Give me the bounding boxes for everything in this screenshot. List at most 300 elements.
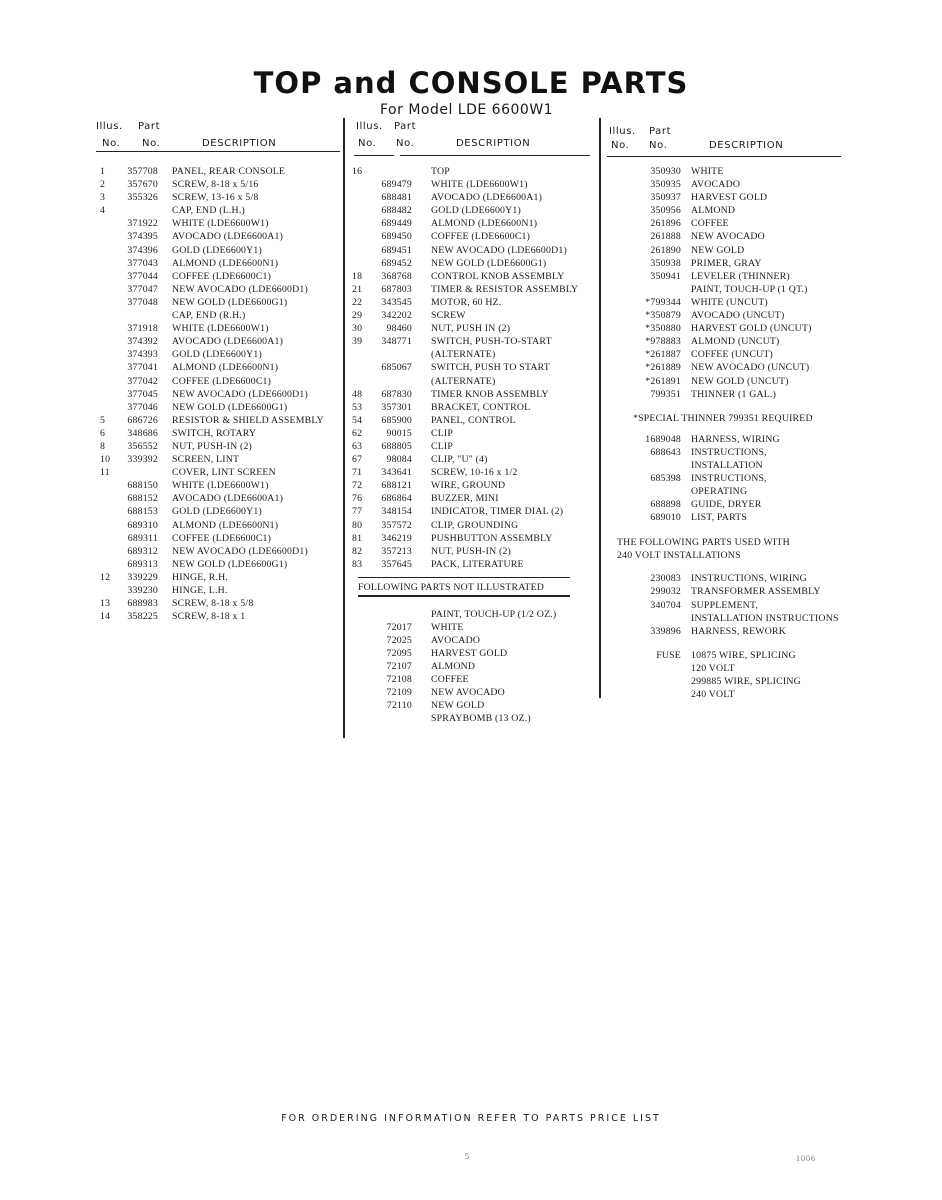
- part-description: TIMER & RESISTOR ASSEMBLY: [431, 283, 579, 295]
- part-description: GUIDE, DRYER: [691, 499, 762, 511]
- part-number: 340704: [650, 599, 681, 611]
- part-description: COFFEE (LDE6600C1): [172, 532, 272, 544]
- parts-row: [603, 348, 859, 361]
- part-description: CLIP, "U" (4): [431, 454, 488, 466]
- part-description: PAINT, TOUCH-UP (1/2 OZ.): [431, 608, 557, 620]
- parts-row: [96, 257, 342, 270]
- part-description: WHITE: [691, 166, 724, 177]
- parts-row: [603, 322, 859, 335]
- part-number: 686726: [127, 414, 158, 426]
- parts-row: [348, 165, 598, 178]
- parts-row: [348, 204, 598, 217]
- part-number: 374395: [127, 231, 158, 243]
- illus-number: 4: [100, 205, 106, 217]
- part-description: AVOCADO (LDE6600A1): [172, 231, 284, 243]
- parts-row: [603, 165, 859, 178]
- parts-row: [96, 519, 342, 532]
- part-number: 348154: [381, 506, 412, 518]
- part-number: 339896: [650, 625, 681, 637]
- header-illus: Illus.: [96, 121, 123, 132]
- part-description: CLIP: [431, 440, 454, 452]
- part-description: OPERATING: [691, 486, 748, 498]
- part-number: 356552: [127, 440, 158, 452]
- parts-row: [96, 348, 342, 361]
- part-description: COFFEE (LDE6600C1): [172, 375, 272, 387]
- part-number: 348771: [381, 336, 412, 348]
- header-illus-no: No.: [358, 138, 377, 149]
- part-description: MOTOR, 60 HZ.: [431, 296, 502, 308]
- parts-row: [96, 427, 342, 440]
- part-description: SCREW, 8-18 x 5/16: [172, 179, 259, 191]
- parts-row: [348, 283, 598, 296]
- part-number: 688153: [127, 506, 158, 518]
- part-number: 355326: [127, 192, 158, 204]
- part-number: FUSE: [656, 649, 681, 661]
- fuse-parts-list: [603, 649, 859, 701]
- part-number: 688481: [381, 192, 412, 204]
- parts-row: [348, 414, 598, 427]
- parts-row: [603, 649, 859, 662]
- parts-row: [603, 688, 859, 701]
- illus-number: 80: [352, 519, 363, 531]
- part-description: COFFEE (LDE6600C1): [431, 231, 531, 243]
- part-number: 686864: [381, 493, 412, 505]
- part-number: 346219: [381, 532, 412, 544]
- part-description: SWITCH, PUSH TO START: [431, 362, 550, 374]
- part-description: NEW AVOCADO: [691, 231, 765, 243]
- part-number: 689313: [127, 558, 158, 570]
- part-description: INSTRUCTIONS,: [691, 472, 767, 484]
- part-description: TOP: [431, 166, 450, 177]
- part-number: 348686: [127, 427, 158, 439]
- parts-row: [603, 270, 859, 283]
- part-number: 72108: [386, 673, 412, 685]
- illus-number: 30: [352, 323, 363, 335]
- parts-row: [348, 492, 598, 505]
- parts-row: [603, 191, 859, 204]
- parts-row: [96, 571, 342, 584]
- illus-number: 6: [100, 427, 106, 439]
- part-description: COVER, LINT SCREEN: [172, 467, 276, 479]
- illus-number: 54: [352, 414, 363, 426]
- part-description: COFFEE (LDE6600C1): [172, 270, 272, 282]
- part-number: 339229: [127, 571, 158, 583]
- parts-row: [603, 625, 859, 638]
- parts-row: [348, 270, 598, 283]
- part-description: NEW GOLD (LDE6600G1): [172, 296, 288, 308]
- parts-row: [348, 634, 598, 647]
- parts-row: [96, 204, 342, 217]
- illus-number: 62: [352, 427, 363, 439]
- part-description: CONTROL KNOB ASSEMBLY: [431, 270, 565, 282]
- section-rule: [358, 577, 570, 578]
- part-number: 350935: [650, 179, 681, 191]
- part-number: 689452: [381, 257, 412, 269]
- parts-row: [348, 440, 598, 453]
- parts-row: [348, 532, 598, 545]
- part-number: 689010: [650, 512, 681, 524]
- part-number: 72107: [386, 660, 412, 672]
- part-number: 371918: [127, 323, 158, 335]
- part-description: COFFEE (UNCUT): [691, 349, 773, 361]
- part-description: NEW AVOCADO: [431, 687, 505, 699]
- part-description: HARVEST GOLD: [431, 647, 508, 659]
- part-description: WIRE, GROUND: [431, 480, 506, 492]
- part-number: 357645: [381, 558, 412, 570]
- illus-number: 67: [352, 454, 363, 466]
- part-number: 357301: [381, 401, 412, 413]
- part-number: 689450: [381, 231, 412, 243]
- part-number: 688643: [650, 446, 681, 458]
- part-description: CAP, END (L.H.): [172, 205, 245, 217]
- part-number: 687803: [381, 283, 412, 295]
- part-number: *350880: [645, 323, 681, 335]
- parts-row: [96, 414, 342, 427]
- part-description: WHITE (LDE6600W1): [431, 179, 528, 191]
- part-number: 230083: [650, 573, 681, 585]
- part-number: 350941: [650, 270, 681, 282]
- part-number: 377048: [127, 296, 158, 308]
- part-number: 357572: [381, 519, 412, 531]
- part-number: 98084: [386, 454, 412, 466]
- parts-row: [96, 388, 342, 401]
- part-number: 685067: [381, 362, 412, 374]
- illus-number: 76: [352, 493, 363, 505]
- part-description: (ALTERNATE): [431, 375, 496, 387]
- part-description: TRANSFORMER ASSEMBLY: [691, 586, 821, 598]
- part-description: HARVEST GOLD (UNCUT): [691, 323, 812, 335]
- parts-row: [603, 498, 859, 511]
- page-subtitle: For Model LDE 6600W1: [380, 102, 554, 118]
- header-illus-no: No.: [611, 140, 630, 151]
- part-number: 339230: [127, 585, 158, 596]
- parts-row: [96, 165, 342, 178]
- part-number: 261890: [650, 244, 681, 256]
- illus-number: 72: [352, 480, 363, 492]
- part-description: PACK, LITERATURE: [431, 558, 524, 570]
- parts-list: [348, 165, 598, 571]
- parts-row: [603, 309, 859, 322]
- special-thinner-note: *SPECIAL THINNER 799351 REQUIRED: [633, 412, 813, 424]
- part-description: AVOCADO: [691, 179, 741, 191]
- column-divider-1: [343, 118, 345, 738]
- header-part-no: No.: [142, 138, 161, 149]
- part-description: PANEL, REAR CONSOLE: [172, 166, 286, 177]
- part-description: GOLD (LDE6600Y1): [431, 205, 521, 217]
- part-description: 10875 WIRE, SPLICING: [691, 649, 796, 661]
- part-number: 377047: [127, 283, 158, 295]
- part-number: 377042: [127, 375, 158, 387]
- part-description: 120 VOLT: [691, 662, 735, 674]
- part-description: NEW GOLD (LDE6600G1): [172, 401, 288, 413]
- part-number: *799344: [645, 296, 681, 308]
- part-description: SPRAYBOMB (13 OZ.): [431, 713, 531, 725]
- part-number: 689311: [127, 532, 158, 544]
- parts-row: [603, 572, 859, 585]
- parts-row: [603, 204, 859, 217]
- parts-row: [603, 459, 859, 472]
- parts-row: [603, 675, 859, 688]
- part-description: AVOCADO (LDE6600A1): [172, 336, 284, 348]
- parts-row: [348, 660, 598, 673]
- part-description: GOLD (LDE6600Y1): [172, 349, 262, 361]
- part-description: NEW AVOCADO (LDE6600D1): [172, 283, 308, 295]
- part-number: 350956: [650, 205, 681, 217]
- parts-row: [96, 217, 342, 230]
- part-number: 688983: [127, 598, 158, 610]
- illus-number: 18: [352, 270, 363, 282]
- parts-row: [348, 322, 598, 335]
- part-description: ALMOND (LDE6600N1): [431, 218, 538, 230]
- illus-number: 82: [352, 545, 363, 557]
- part-description: (ALTERNATE): [431, 349, 496, 361]
- illus-number: 8: [100, 440, 106, 452]
- header-illus: Illus.: [356, 121, 383, 132]
- illus-number: 53: [352, 401, 363, 413]
- parts-row: [348, 686, 598, 699]
- part-number: 377046: [127, 401, 158, 413]
- part-description: SCREW, 10-16 x 1/2: [431, 467, 518, 479]
- parts-row: [96, 191, 342, 204]
- parts-row: [348, 699, 598, 712]
- part-description: HINGE, R.H.: [172, 571, 229, 583]
- parts-row: [348, 217, 598, 230]
- part-number: 374392: [127, 336, 158, 348]
- part-description: NEW AVOCADO (LDE6600D1): [172, 545, 308, 557]
- part-description: HARNESS, REWORK: [691, 625, 786, 637]
- part-number: 72095: [386, 647, 412, 659]
- part-description: AVOCADO (LDE6600A1): [431, 192, 543, 204]
- part-number: 261888: [650, 231, 681, 243]
- parts-row: [603, 230, 859, 243]
- parts-row: [96, 532, 342, 545]
- parts-row: [96, 453, 342, 466]
- part-description: COFFEE: [431, 673, 469, 685]
- parts-row: [348, 309, 598, 322]
- part-number: 358225: [127, 611, 158, 623]
- parts-row: [603, 244, 859, 257]
- part-description: SCREW, 8-18 x 1: [172, 611, 246, 623]
- parts-row: [96, 597, 342, 610]
- column-divider-2: [599, 118, 601, 698]
- part-description: NUT, PUSH IN (2): [431, 323, 511, 335]
- part-number: 688150: [127, 480, 158, 492]
- part-number: 371922: [127, 218, 158, 230]
- parts-row: [348, 608, 598, 621]
- parts-row: [348, 545, 598, 558]
- parts-row: [96, 466, 342, 479]
- part-number: 689312: [127, 545, 158, 557]
- parts-row: [348, 178, 598, 191]
- parts-row: [348, 348, 598, 361]
- part-number: *978883: [645, 336, 681, 348]
- parts-list: [603, 165, 859, 401]
- header-description: DESCRIPTION: [709, 140, 784, 151]
- parts-row: [348, 712, 598, 725]
- parts-row: [348, 191, 598, 204]
- parts-row: [603, 599, 859, 612]
- parts-row: [603, 217, 859, 230]
- illus-number: 12: [100, 571, 111, 583]
- part-description: ALMOND (LDE6600N1): [172, 257, 279, 269]
- parts-row: [96, 230, 342, 243]
- illus-number: 10: [100, 454, 111, 466]
- part-number: 1689048: [645, 433, 681, 445]
- part-number: 350938: [650, 257, 681, 269]
- illus-number: 14: [100, 611, 111, 623]
- part-description: SUPPLEMENT,: [691, 599, 759, 611]
- part-description: THINNER (1 GAL.): [691, 388, 777, 400]
- illus-number: 21: [352, 283, 363, 295]
- section-heading-not-illustrated: FOLLOWING PARTS NOT ILLUSTRATED: [358, 582, 545, 594]
- parts-row: [96, 244, 342, 257]
- volt-note-line-2: 240 VOLT INSTALLATIONS: [617, 550, 741, 562]
- part-description: SCREW: [431, 310, 466, 322]
- part-number: 687830: [381, 388, 412, 400]
- literature-parts-list: [603, 433, 859, 525]
- parts-row: [96, 270, 342, 283]
- parts-row: [603, 485, 859, 498]
- page-number: 5: [465, 1152, 469, 1161]
- parts-row: [96, 178, 342, 191]
- part-description: PRIMER, GRAY: [691, 257, 762, 269]
- parts-row: [603, 283, 859, 296]
- parts-row: [348, 401, 598, 414]
- 240-volt-parts-list: [603, 572, 859, 637]
- part-description: 240 VOLT: [691, 689, 735, 701]
- paint-parts-list: [348, 608, 598, 726]
- part-number: 377044: [127, 270, 158, 282]
- part-description: NEW GOLD (LDE6600G1): [172, 558, 288, 570]
- part-number: 72017: [386, 621, 412, 633]
- part-number: 377041: [127, 362, 158, 374]
- parts-row: [96, 492, 342, 505]
- header-part-no: No.: [649, 140, 668, 151]
- volt-note-line-1: THE FOLLOWING PARTS USED WITH: [617, 537, 790, 549]
- header-part-no: No.: [396, 138, 415, 149]
- part-description: RESISTOR & SHIELD ASSEMBLY: [172, 414, 324, 426]
- part-description: SCREW, 8-18 x 5/8: [172, 598, 254, 610]
- part-description: NUT, PUSH-IN (2): [431, 545, 512, 557]
- part-description: GOLD (LDE6600Y1): [172, 244, 262, 256]
- parts-row: [96, 322, 342, 335]
- part-description: WHITE: [431, 621, 464, 633]
- part-description: ALMOND (LDE6600N1): [172, 519, 279, 531]
- part-description: TIMER KNOB ASSEMBLY: [431, 388, 549, 400]
- part-number: 377045: [127, 388, 158, 400]
- parts-row: [603, 433, 859, 446]
- part-description: LIST, PARTS: [691, 512, 748, 524]
- header-illus: Illus.: [609, 126, 636, 137]
- part-description: AVOCADO: [431, 634, 481, 646]
- parts-row: [603, 612, 859, 625]
- header-rule: [607, 156, 841, 157]
- illus-number: 5: [100, 414, 106, 426]
- part-description: CAP, END (R.H.): [172, 310, 246, 322]
- part-number: 689310: [127, 519, 158, 531]
- column-header: [603, 118, 859, 154]
- illus-number: 22: [352, 296, 363, 308]
- parts-row: [348, 388, 598, 401]
- parts-row: [96, 361, 342, 374]
- part-number: 72110: [386, 700, 412, 712]
- parts-row: [603, 446, 859, 459]
- part-description: CLIP: [431, 427, 454, 439]
- part-description: HARNESS, WIRING: [691, 433, 780, 445]
- parts-row: [348, 466, 598, 479]
- page-title: TOP and CONSOLE PARTS: [253, 66, 689, 100]
- part-description: ALMOND (LDE6600N1): [172, 362, 279, 374]
- parts-row: [348, 647, 598, 660]
- header-rule: [96, 151, 340, 152]
- illus-number: 39: [352, 336, 363, 348]
- part-description: SWITCH, ROTARY: [172, 427, 257, 439]
- part-description: NEW GOLD (UNCUT): [691, 375, 789, 387]
- part-number: 688482: [381, 205, 412, 217]
- part-number: 688805: [381, 440, 412, 452]
- column-header: [348, 118, 598, 154]
- parts-row: [348, 673, 598, 686]
- header-description: DESCRIPTION: [456, 138, 531, 149]
- parts-row: [348, 505, 598, 518]
- part-number: 688152: [127, 493, 158, 505]
- header-part: Part: [138, 121, 161, 132]
- illus-number: 1: [100, 166, 106, 177]
- parts-row: [96, 440, 342, 453]
- parts-row: [348, 335, 598, 348]
- part-description: NEW GOLD (LDE6600G1): [431, 257, 547, 269]
- illus-number: 71: [352, 467, 363, 479]
- illus-number: 16: [352, 166, 363, 177]
- part-description: WHITE (LDE6600W1): [172, 323, 269, 335]
- part-description: ALMOND (UNCUT): [691, 336, 780, 348]
- part-number: 688121: [381, 480, 412, 492]
- part-description: INDICATOR, TIMER DIAL (2): [431, 506, 564, 518]
- part-description: NEW AVOCADO (LDE6600D1): [431, 244, 567, 256]
- parts-row: [603, 511, 859, 524]
- part-number: 90015: [386, 427, 412, 439]
- part-number: 368768: [381, 270, 412, 282]
- parts-row: [603, 257, 859, 270]
- part-description: BRACKET, CONTROL: [431, 401, 531, 413]
- part-description: PAINT, TOUCH-UP (1 QT.): [691, 283, 808, 295]
- header-illus-no: No.: [102, 138, 121, 149]
- part-description: HINGE, L.H.: [172, 585, 228, 596]
- illus-number: 81: [352, 532, 363, 544]
- parts-row: [96, 505, 342, 518]
- part-number: 377043: [127, 257, 158, 269]
- parts-row: [603, 361, 859, 374]
- part-number: 350930: [650, 166, 681, 177]
- part-number: 343545: [381, 296, 412, 308]
- part-description: INSTRUCTIONS, WIRING: [691, 573, 807, 585]
- parts-row: [348, 230, 598, 243]
- illus-number: 3: [100, 192, 106, 204]
- part-number: 689479: [381, 179, 412, 191]
- part-number: *261889: [645, 362, 681, 374]
- illus-number: 29: [352, 310, 363, 322]
- part-number: 350937: [650, 192, 681, 204]
- parts-row: [603, 296, 859, 309]
- parts-row: [96, 296, 342, 309]
- part-number: 689449: [381, 218, 412, 230]
- part-description: NEW AVOCADO (LDE6600D1): [172, 388, 308, 400]
- part-number: 688898: [650, 499, 681, 511]
- part-description: NEW GOLD: [431, 700, 485, 712]
- parts-row: [348, 453, 598, 466]
- part-number: 357213: [381, 545, 412, 557]
- part-number: 357670: [127, 179, 158, 191]
